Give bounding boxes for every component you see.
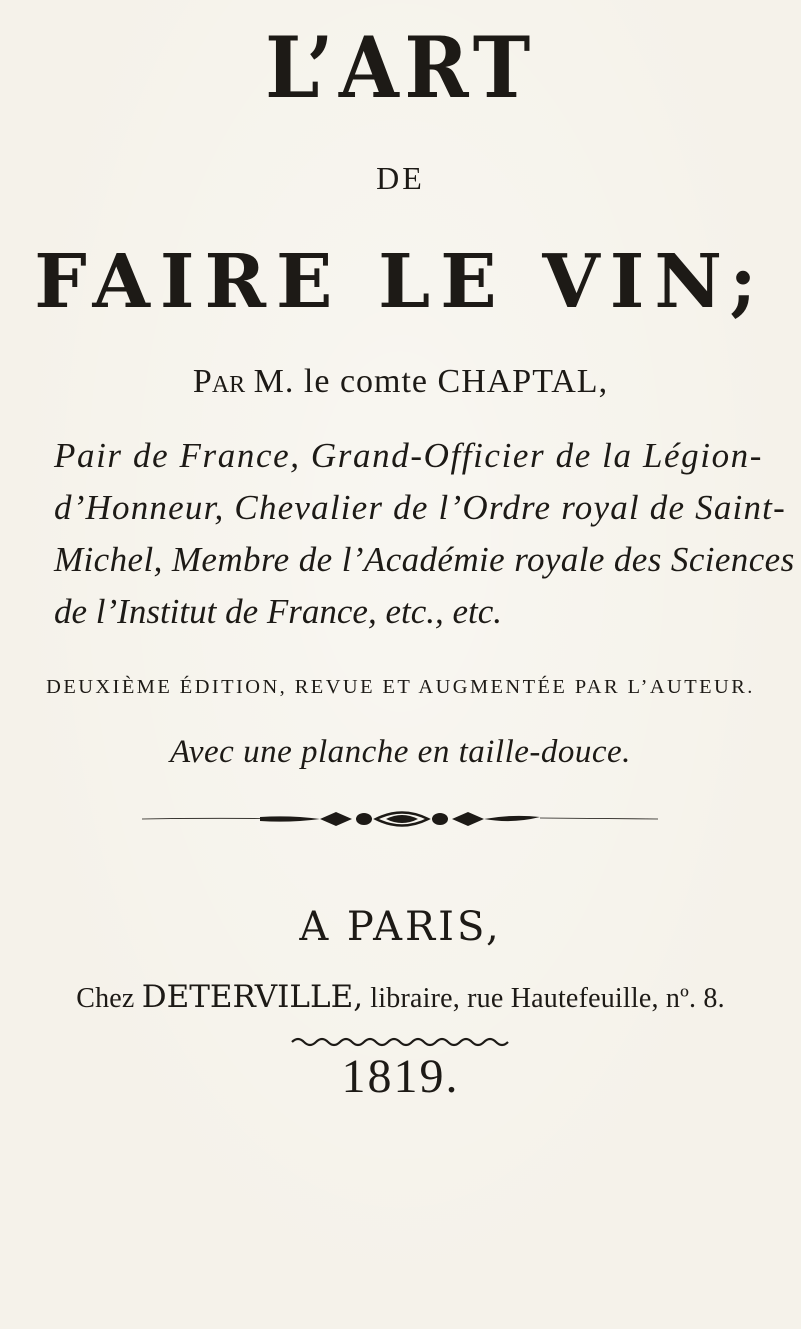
squiggle-rule-icon [290,1036,512,1048]
author-titles-line-3: Michel, Membre de l’Académie royale des Sciences [54,540,795,579]
title-line-2: DE [376,160,425,196]
publisher-name: DETERVILLE, [141,979,364,1015]
author-titles-line-4: de l’Institut de France, etc., etc. [54,592,503,631]
author-name: M. le comte CHAPTAL, [253,363,609,400]
illustration-note: Avec une planche en taille-douce. [170,734,631,770]
author-titles-line-2: d’Honneur, Chevalier de l’Ordre royal de Saint- [54,488,786,527]
author-prefix: Par [192,363,246,400]
publisher-prefix: Chez [76,983,135,1014]
author-titles [54,430,795,638]
imprint-publisher [0,980,801,1016]
publisher-address: rue Hautefeuille, nº. 8. [467,983,725,1014]
ornament-rule-icon [140,808,660,830]
publisher-role: libraire, [370,983,460,1014]
title-line-1: L’ART [265,18,536,117]
author-titles-line-1: Pair de France, Grand-Officier de la Légion- [54,436,764,475]
author-line [0,362,801,402]
title-line-3: FAIRE LE VIN; [34,239,767,325]
imprint-year: 1819. [341,1050,460,1103]
imprint-city: A PARIS, [299,904,502,950]
edition-statement: DEUXIÈME ÉDITION, REVUE ET AUGMENTÉE PAR L’AUTEUR. [46,676,755,698]
